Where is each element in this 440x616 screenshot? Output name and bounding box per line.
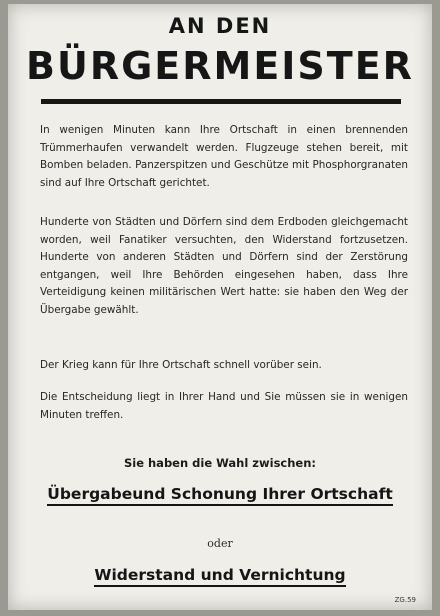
heading-an-den: AN DEN	[168, 14, 272, 38]
choice-resistance-wrap	[8, 566, 432, 584]
choice-surrender: Übergabeund Schonung Ihrer Ortschaft	[47, 485, 392, 506]
heading-rule	[41, 99, 401, 104]
paragraph-2: Hunderte von Städten und Dörfern sind dem Erdboden gleichgemacht worden, weil Fanatiker versuchten, den Widerstand fortzusetzen. Hunderte von anderen Städten und Dörfern sind der Zerstörung entgangen, weil Ihre Behörden eingesehen haben, dass Ihre Verteidigung keinen militärischen Wert hatte: sie haben den Weg der Übergabe gewählt.	[40, 216, 408, 316]
paragraph-1: In wenigen Minuten kann Ihre Ortschaft in einen brennenden Trümmerhaufen verwandelt werden. Flugzeuge stehen bereit, mit Bomben beladen. Panzerspitzen und Geschütze mit Phosphorgranaten sind auf Ihre Ortschaft gerichtet.	[40, 124, 408, 189]
choice-intro: Sie haben die Wahl zwischen:	[123, 456, 317, 470]
leaflet-sheet	[8, 4, 432, 610]
choice-resistance: Widerstand und Vernichtung	[94, 566, 345, 587]
leaflet-code: ZG.59	[394, 596, 416, 604]
choice-surrender-wrap	[8, 485, 432, 503]
heading-buergermeister: BÜRGERMEISTER	[26, 44, 414, 88]
paragraph-3: Der Krieg kann für Ihre Ortschaft schnell vorüber sein.	[40, 359, 322, 371]
or-text: oder	[207, 537, 233, 550]
paragraph-4: Die Entscheidung liegt in Ihrer Hand und Sie müssen sie in wenigen Minuten treffen.	[40, 391, 408, 421]
